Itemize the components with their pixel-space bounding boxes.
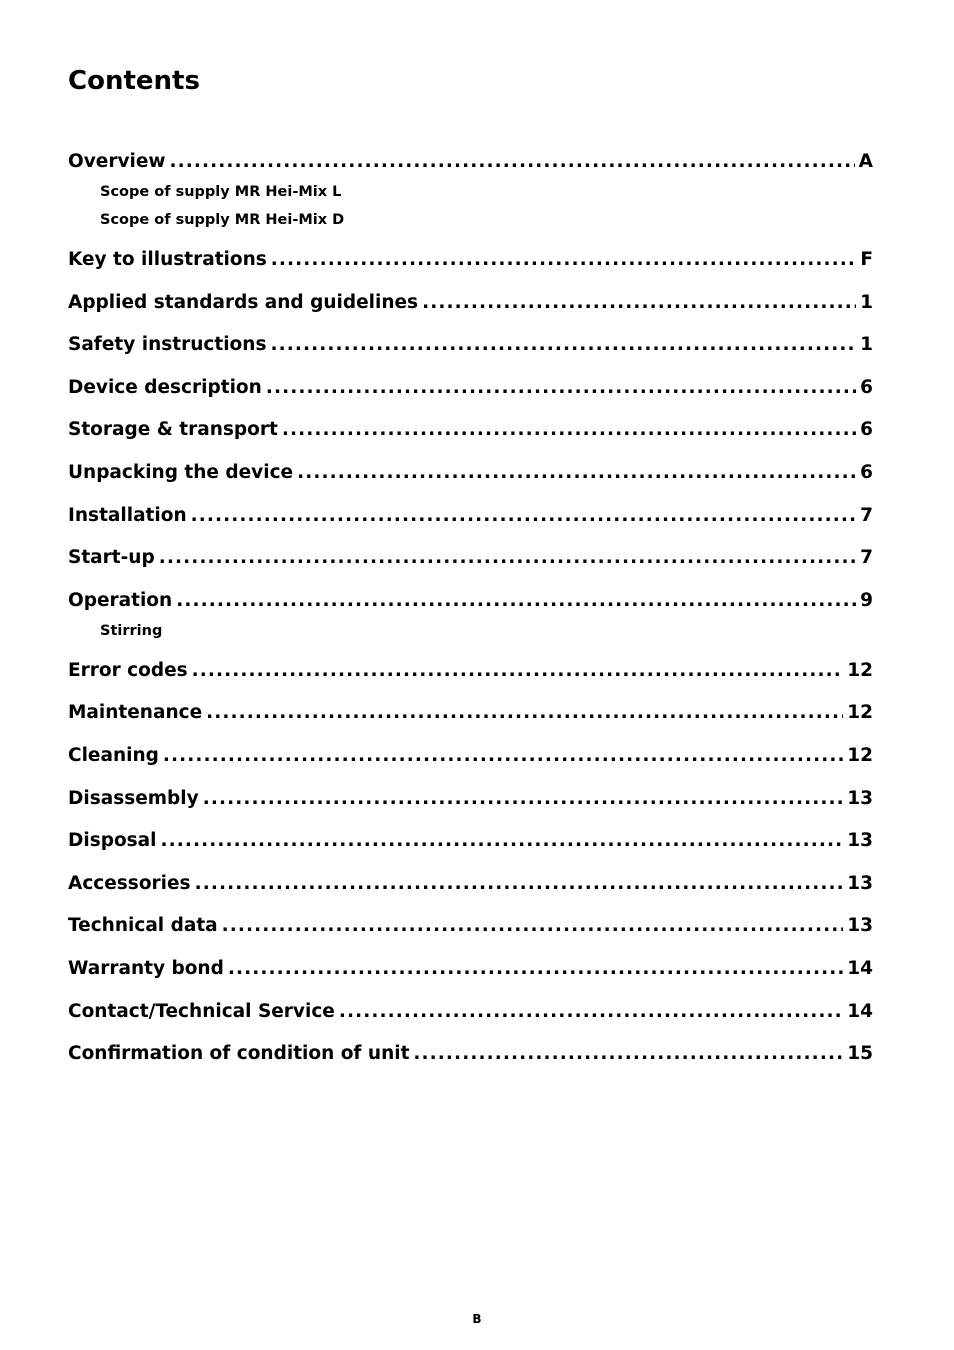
- toc-entry-page: 12: [847, 702, 873, 724]
- toc-leader-dots: [271, 246, 857, 274]
- toc-subentries: [68, 178, 873, 234]
- toc-entry-label: Confirmation of condition of unit: [68, 1043, 410, 1065]
- toc-entry[interactable]: [68, 912, 873, 940]
- toc-entry-page: 7: [860, 504, 873, 526]
- toc-entry[interactable]: [68, 289, 873, 317]
- toc-leader-dots: [228, 955, 843, 983]
- toc-leader-dots: [161, 827, 844, 855]
- toc-entry-label: Disassembly: [68, 787, 199, 809]
- toc-entry-page: 13: [847, 872, 873, 894]
- toc-entry-page: 13: [847, 787, 873, 809]
- toc-leader-dots: [195, 870, 844, 898]
- toc-entry-page: 14: [847, 1000, 873, 1022]
- toc-leader-dots: [339, 998, 843, 1026]
- toc-entry-page: 13: [847, 830, 873, 852]
- toc-leader-dots: [222, 912, 844, 940]
- toc-leader-dots: [176, 587, 856, 615]
- page-title: Contents: [68, 66, 200, 96]
- toc-entry[interactable]: [68, 1040, 873, 1068]
- toc-entry[interactable]: [68, 827, 873, 855]
- toc-entry-page: F: [860, 249, 873, 270]
- toc-subentries: [68, 617, 873, 645]
- toc-entry[interactable]: [68, 502, 873, 530]
- toc-leader-dots: [170, 148, 855, 176]
- toc-entry-label: Installation: [68, 504, 187, 526]
- toc-entry[interactable]: [68, 785, 873, 813]
- toc-entry-page: 1: [860, 334, 873, 356]
- toc-entry-label: Operation: [68, 589, 173, 611]
- toc-entry-page: 6: [860, 419, 873, 441]
- toc-entry-page: 6: [860, 376, 873, 398]
- page-number: B: [472, 1312, 482, 1326]
- toc-entry-page: 12: [847, 659, 873, 681]
- toc-entry-label: Contact/Technical Service: [68, 1000, 335, 1022]
- toc-leader-dots: [266, 374, 856, 402]
- toc-entry[interactable]: [68, 699, 873, 727]
- toc-entry-label: Key to illustrations: [68, 249, 267, 270]
- toc-leader-dots: [159, 544, 856, 572]
- toc-entry-label: Warranty bond: [68, 957, 224, 979]
- toc-entry[interactable]: [68, 331, 873, 359]
- toc-entry[interactable]: [68, 374, 873, 402]
- toc-leader-dots: [282, 416, 856, 444]
- toc-entry[interactable]: [68, 870, 873, 898]
- toc-leader-dots: [192, 657, 844, 685]
- toc-entry-page: 6: [860, 461, 873, 483]
- toc-leader-dots: [413, 1040, 843, 1068]
- toc-entry-page: 1: [860, 291, 873, 313]
- toc-entry-page: 12: [847, 744, 873, 766]
- toc-leader-dots: [203, 785, 844, 813]
- toc-subentry[interactable]: Stirring: [100, 622, 163, 639]
- toc-entry-page: 7: [860, 547, 873, 569]
- toc-entry-page: 15: [847, 1043, 873, 1065]
- toc-entry-label: Maintenance: [68, 702, 203, 724]
- toc-entry[interactable]: [68, 742, 873, 770]
- toc-entry[interactable]: [68, 416, 873, 444]
- toc-leader-dots: [206, 699, 843, 727]
- toc-entry[interactable]: [68, 544, 873, 572]
- toc-entry[interactable]: [68, 246, 873, 274]
- toc-entry[interactable]: [68, 459, 873, 487]
- toc-entry-label: Applied standards and guidelines: [68, 291, 419, 313]
- toc-entry[interactable]: [68, 998, 873, 1026]
- toc-subentry[interactable]: Scope of supply MR Hei-Mix L: [100, 184, 342, 200]
- toc-entry-label: Storage & transport: [68, 419, 278, 441]
- toc-entry-page: 14: [847, 957, 873, 979]
- toc-entry-label: Safety instructions: [68, 334, 267, 356]
- toc-entry-label: Accessories: [68, 872, 191, 894]
- toc-entry-page: A: [858, 151, 873, 172]
- toc-entry-label: Disposal: [68, 830, 157, 852]
- toc-entry-label: Unpacking the device: [68, 461, 294, 483]
- toc-entry-label: Overview: [68, 151, 166, 172]
- toc-leader-dots: [191, 502, 857, 530]
- toc-entry-page: 9: [860, 589, 873, 611]
- toc-entry-label: Technical data: [68, 915, 218, 937]
- toc-entry[interactable]: [68, 148, 873, 176]
- toc-leader-dots: [270, 331, 856, 359]
- toc-leader-dots: [297, 459, 856, 487]
- toc-entry[interactable]: [68, 587, 873, 615]
- toc-subentry[interactable]: Scope of supply MR Hei-Mix D: [100, 212, 345, 228]
- table-of-contents: [68, 148, 873, 1083]
- toc-entry-label: Device description: [68, 376, 262, 398]
- toc-leader-dots: [163, 742, 843, 770]
- toc-entry-label: Cleaning: [68, 744, 159, 766]
- toc-entry-label: Error codes: [68, 659, 188, 681]
- toc-entry-page: 13: [847, 915, 873, 937]
- toc-entry-label: Start-up: [68, 547, 155, 569]
- toc-entry[interactable]: [68, 955, 873, 983]
- toc-leader-dots: [422, 289, 856, 317]
- toc-entry[interactable]: [68, 657, 873, 685]
